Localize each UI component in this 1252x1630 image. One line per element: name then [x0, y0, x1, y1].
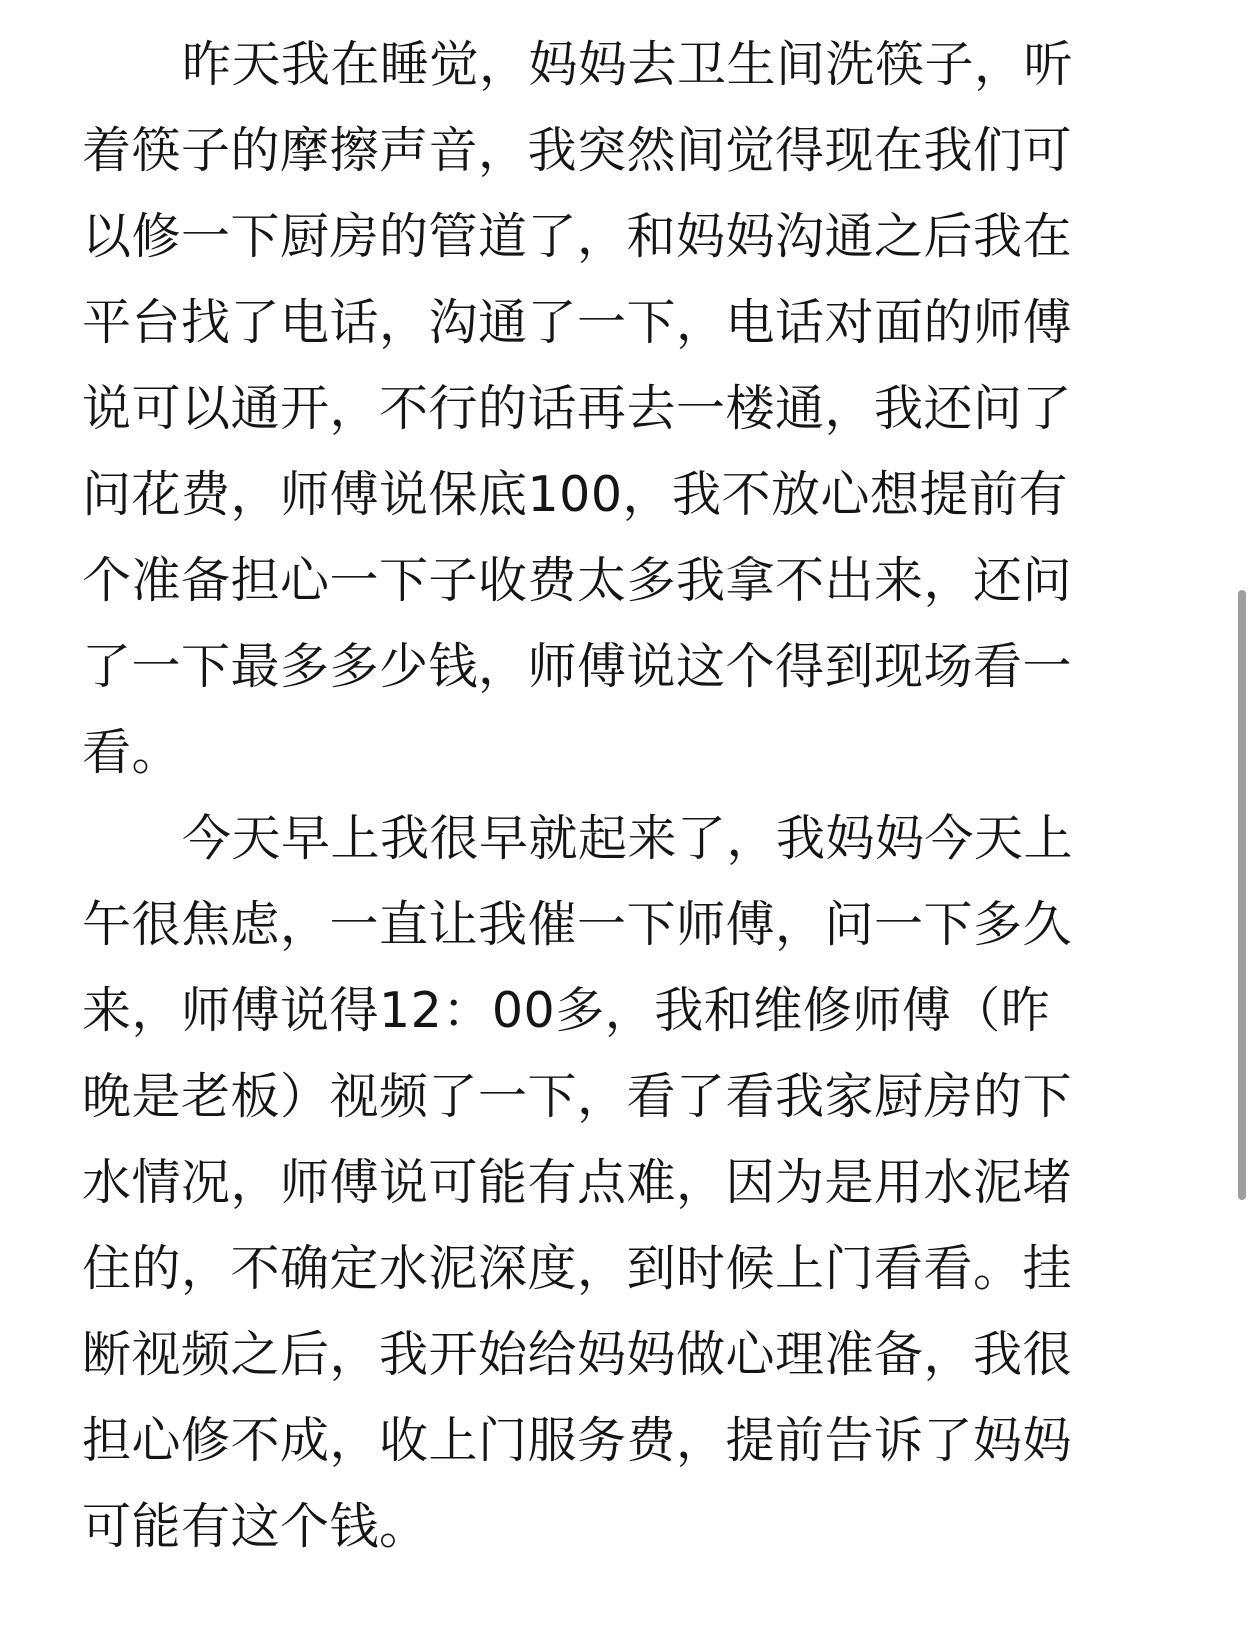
text-line: 以修一下厨房的管道了，和妈妈沟通之后我在	[82, 208, 1073, 265]
text-line: 晚是老板）视频了一下，看了看我家厨房的下	[82, 1068, 1073, 1125]
text-line: 说可以通开，不行的话再去一楼通，我还问了	[82, 380, 1073, 437]
article-body	[82, 22, 1122, 1570]
paragraph-today	[82, 796, 1122, 1570]
text-line: 断视频之后，我开始给妈妈做心理准备，我很	[82, 1326, 1073, 1383]
text-line: 看。	[82, 724, 182, 781]
text-line: 水情况，师傅说可能有点难，因为是用水泥堵	[82, 1154, 1073, 1211]
text-line: 了一下最多多少钱，师傅说这个得到现场看一	[82, 638, 1073, 695]
text-line: 住的，不确定水泥深度，到时候上门看看。挂	[82, 1240, 1073, 1297]
text-line: 平台找了电话，沟通了一下，电话对面的师傅	[82, 294, 1073, 351]
text-line: 今天早上我很早就起来了，我妈妈今天上	[182, 810, 1074, 867]
text-line: 昨天我在睡觉，妈妈去卫生间洗筷子，听	[182, 36, 1074, 93]
text-line: 担心修不成，收上门服务费，提前告诉了妈妈	[82, 1412, 1073, 1469]
vertical-scrollbar[interactable]	[1238, 590, 1246, 1200]
paragraph-yesterday	[82, 22, 1122, 796]
text-line: 问花费，师傅说保底100，我不放心想提前有	[82, 466, 1069, 523]
text-line: 着筷子的摩擦声音，我突然间觉得现在我们可	[82, 122, 1073, 179]
text-line: 来，师傅说得12：00多，我和维修师傅（昨	[82, 982, 1051, 1039]
text-line: 可能有这个钱。	[82, 1498, 429, 1555]
text-line: 午很焦虑，一直让我催一下师傅，问一下多久	[82, 896, 1073, 953]
text-line: 个准备担心一下子收费太多我拿不出来，还问	[82, 552, 1073, 609]
